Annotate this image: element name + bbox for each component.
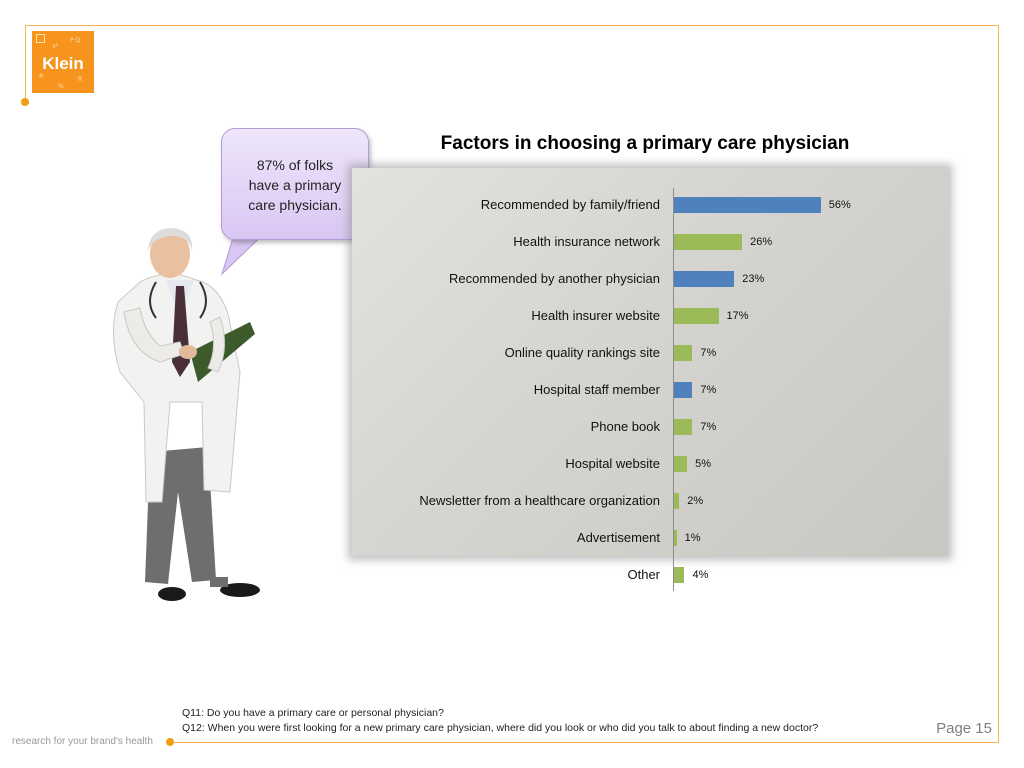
footnote-q11: Q11: Do you have a primary care or personal physician? <box>182 707 444 719</box>
category-label: Hospital website <box>565 456 660 471</box>
chart-title: Factors in choosing a primary care physician <box>440 133 850 154</box>
frame-right-line <box>998 25 999 743</box>
value-label: 56% <box>828 199 851 211</box>
value-label: 26% <box>750 236 773 248</box>
category-label: Newsletter from a healthcare organization <box>419 493 660 508</box>
tagline: research for your brand's health <box>12 736 153 747</box>
category-label: Phone book <box>590 419 660 434</box>
value-label: 7% <box>700 384 717 396</box>
category-label: Recommended by family/friend <box>480 197 660 212</box>
value-label: 4% <box>692 569 709 581</box>
bar <box>674 382 692 398</box>
logo-text: Klein <box>42 54 84 73</box>
category-label: Other <box>627 567 660 582</box>
category-label: Health insurer website <box>531 308 660 323</box>
value-label: 7% <box>700 421 717 433</box>
category-label: Advertisement <box>576 530 660 545</box>
value-label: 2% <box>687 495 704 507</box>
frame-top-line <box>25 25 999 26</box>
value-label: 17% <box>726 310 749 322</box>
value-label: 1% <box>684 532 701 544</box>
category-label: Hospital staff member <box>533 382 660 397</box>
frame-dot-bottom <box>166 738 174 746</box>
bar <box>674 308 719 324</box>
frame-dot-top <box>21 98 29 106</box>
value-label: 7% <box>700 347 717 359</box>
bar <box>674 234 742 250</box>
bar <box>674 567 684 583</box>
klein-logo: x² P·Q ® R % Klein <box>32 31 94 93</box>
page-number: Page 15 <box>936 720 992 737</box>
callout-text: 87% of folks have a primary care physician. <box>248 157 342 213</box>
frame-left-line <box>25 25 26 101</box>
doctor-illustration <box>100 222 265 607</box>
bar <box>674 197 821 213</box>
footnote-q12: Q12: When you were first looking for a new primary care physician, where did you look or who did you talk to about finding a new doctor? <box>182 722 819 734</box>
speech-bubble <box>221 128 369 240</box>
category-label: Health insurance network <box>513 234 660 249</box>
category-label: Online quality rankings site <box>504 345 660 360</box>
bar <box>674 530 677 546</box>
bar <box>674 493 679 509</box>
bar <box>674 271 734 287</box>
bar <box>674 419 692 435</box>
bar <box>674 345 692 361</box>
frame-bottom-line <box>170 742 999 743</box>
value-label: 5% <box>695 458 711 470</box>
category-label: Recommended by another physician <box>448 271 660 286</box>
value-label: 23% <box>742 273 765 285</box>
bar <box>674 456 687 472</box>
